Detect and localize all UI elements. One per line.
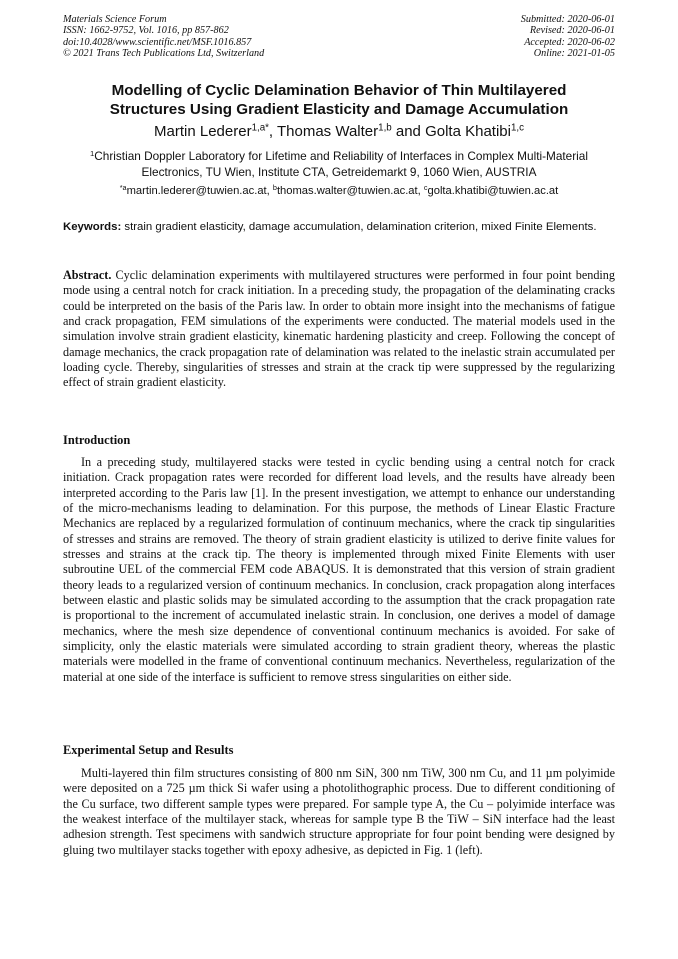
author-name: Golta Khatibi bbox=[425, 123, 511, 140]
affiliation-marker: 1 bbox=[90, 148, 95, 158]
email-marker: b bbox=[272, 183, 277, 192]
section-heading-introduction: Introduction bbox=[63, 433, 131, 447]
experimental-paragraph: Multi-layered thin film structures consisting of 800 nm SiN, 300 nm TiW, 300 nm Cu, and 11 µm polyimide were deposited on a 725 µm thick Si wafer using a photolithographic process. Due to different conditioning of the Cu surface, two different sample types were prepared. For sample type A, the Cu – polyimide interface was the weakest interface of the multilayer stack, whereas for sample type B the TiW – SiN interface had the least adhesion strength. Test specimens with sandwich structure appropriate for four point bending were designed by gluing two multilayer stacks together with epoxy adhesive, as depicted in Fig. 1 (left). bbox=[63, 766, 615, 857]
abstract-text: Cyclic delamination experiments with multilayered structures were performed in four point bending mode using a central notch for crack initiation. In a preceding study, the propagation of the delaminating cracks could be interpreted on the basis of the Paris law. In order to obtain more insight into the mechanisms of fatigue and crack propagation, FEM simulations of the experiments were conducted. The material models used in the simulation involve strain gradient elasticity, kinematic hardening plasticity and creep. Following the concept of damage mechanics, the crack propagation rate of delamination was related to the inelastic strain accumulated per loading cycle. Thereby, singularities of stresses and strain at the crack tip were suppressed by the regularizing effect of strain gradient elasticity. bbox=[63, 268, 615, 390]
email-marker: c bbox=[423, 183, 428, 192]
issn-line: ISSN: 1662-9752, Vol. 1016, pp 857-862 bbox=[63, 25, 229, 37]
author-affiliation-marker: 1,a* bbox=[251, 122, 269, 134]
author-separator: , bbox=[268, 123, 277, 140]
online-date: Online: 2021-01-05 bbox=[533, 48, 615, 60]
affiliation bbox=[62, 149, 616, 180]
author-name: Thomas Walter bbox=[277, 123, 379, 140]
author-separator: and bbox=[391, 123, 426, 140]
doi-line: doi:10.4028/www.scientific.net/MSF.1016.857 bbox=[63, 36, 252, 48]
email-link[interactable]: thomas.walter@tuwien.ac.at, bbox=[276, 185, 424, 197]
author-affiliation-marker: 1,c bbox=[510, 122, 524, 134]
keywords-label: Keywords: bbox=[63, 221, 122, 233]
affiliation-line-1: Christian Doppler Laboratory for Lifetime and Reliability of Interfaces in Complex Multi-Material bbox=[94, 149, 588, 163]
keywords-text: strain gradient elasticity, damage accumulation, delamination criterion, mixed Finite Elements. bbox=[121, 221, 597, 233]
email-link[interactable]: martin.lederer@tuwien.ac.at, bbox=[126, 185, 273, 197]
submitted-date: Submitted: 2020-06-01 bbox=[520, 14, 615, 25]
copyright-line: © 2021 Trans Tech Publications Ltd, Switzerland bbox=[63, 48, 265, 60]
abstract-label: Abstract. bbox=[63, 268, 112, 282]
keywords bbox=[63, 220, 615, 234]
paper-title bbox=[40, 81, 638, 119]
accepted-date: Accepted: 2020-06-02 bbox=[524, 36, 615, 48]
revised-date: Revised: 2020-06-01 bbox=[529, 25, 615, 37]
abstract bbox=[63, 268, 615, 391]
introduction-paragraph: In a preceding study, multilayered stacks were tested in cyclic bending using a central notch for crack initiation. Crack propagation rates were recorded for different load levels, and the results have already been interpreted according to the Paris law [1]. In the present investigation, we attempt to enhance our understanding of the micro-mechanisms leading to delamination. For this purpose, the methods of Linear Elastic Fracture Mechanics are replaced by a regularized formulation of continuum mechanics, where the crack tip singularities of stresses and strains are removed. The theory of strain gradient elasticity is utilized to derive finite values for stresses and strains at the crack tip. The theory is implemented through mixed Finite Elements with user subroutine UEL of the commercial FEM code ABAQUS. It is demonstrated that this version of strain gradient theory leads to a regularized version of continuum mechanics. In conclusion, crack propagation along interfaces between elastic and plastic solids may be simulated according to the assumption that the crack propagation rate is proportional to the increment of accumulated inelastic strain. In conclusion, one derives a model of damage mechanics, where the mesh size dependence of conventional continuum mechanics is avoided. For sake of simplicity, only the elastic materials were simulated according to strain gradient theory, whereas the plastic materials were modelled in the frame of conventional continuum mechanics. Nevertheless, regularization of the material at one side of the interface is sufficient to remove stress singularities on either side. bbox=[63, 455, 615, 684]
author-list bbox=[40, 123, 638, 141]
journal-name: Materials Science Forum bbox=[63, 14, 167, 25]
title-line-1: Modelling of Cyclic Delamination Behavior of Thin Multilayered bbox=[111, 82, 567, 99]
section-heading-experimental: Experimental Setup and Results bbox=[63, 743, 234, 757]
author-affiliation-marker: 1,b bbox=[378, 122, 392, 134]
title-line-2: Structures Using Gradient Elasticity and Damage Accumulation bbox=[109, 101, 569, 118]
affiliation-line-2: Electronics, TU Wien, Institute CTA, Getreidemarkt 9, 1060 Wien, AUSTRIA bbox=[141, 164, 537, 179]
dates-header bbox=[521, 14, 615, 60]
email-marker: *a bbox=[119, 183, 127, 192]
author-name: Martin Lederer bbox=[154, 123, 252, 140]
email-link[interactable]: golta.khatibi@tuwien.ac.at bbox=[427, 185, 559, 197]
author-emails bbox=[40, 184, 638, 198]
journal-header bbox=[63, 14, 264, 60]
